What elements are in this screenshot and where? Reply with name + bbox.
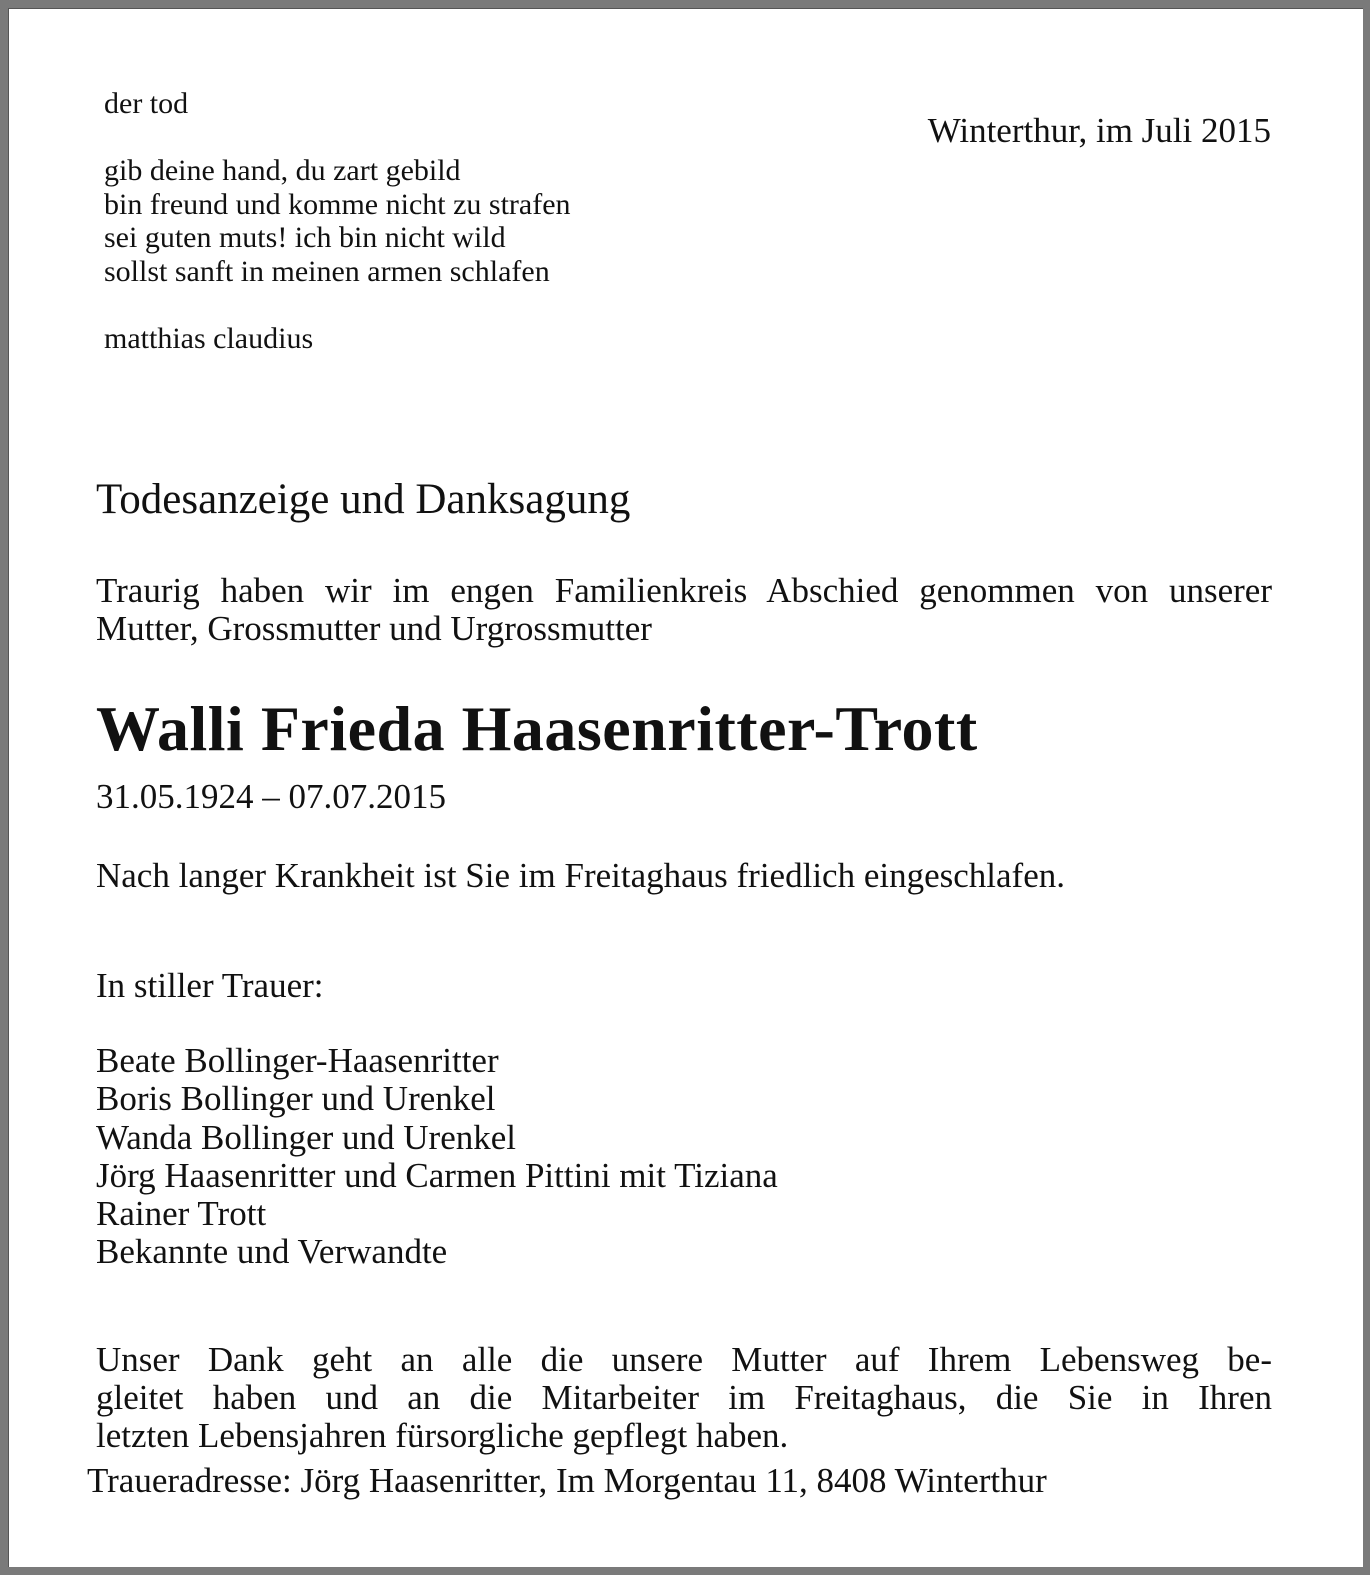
thanks-line: gleitet haben und an die Mitarbeiter im Freitaghaus, die Sie in Ihren bbox=[96, 1378, 1272, 1417]
thanks-line: letzten Lebensjahren fürsorgliche gepflegt haben. bbox=[96, 1416, 789, 1455]
poem-spacer bbox=[104, 121, 571, 155]
poem-line: sollst sanft in meinen armen schlafen bbox=[104, 254, 550, 288]
passing-note: Nach langer Krankheit ist Sie im Freitaghaus friedlich eingeschlafen. bbox=[96, 856, 1065, 895]
mourner: Boris Bollinger und Urenkel bbox=[96, 1079, 496, 1119]
poem-spacer bbox=[104, 288, 571, 322]
thanks-line: Unser Dank geht an alle die unsere Mutter auf Ihrem Lebensweg be- bbox=[96, 1340, 1272, 1379]
deceased-name: Walli Frieda Haasenritter-Trott bbox=[96, 693, 978, 764]
poem-title: der tod bbox=[104, 87, 189, 120]
announcement-heading: Todesanzeige und Danksagung bbox=[96, 476, 631, 523]
poem-author: matthias claudius bbox=[104, 321, 314, 355]
poem bbox=[104, 87, 571, 355]
poem-line: gib deine hand, du zart gebild bbox=[104, 154, 461, 187]
poem-line: bin freund und komme nicht zu strafen bbox=[104, 187, 571, 221]
mourning-label: In stiller Trauer: bbox=[96, 966, 324, 1005]
place-date: Winterthur, im Juli 2015 bbox=[927, 111, 1271, 150]
mourners-list bbox=[96, 1042, 778, 1272]
poem-line: sei guten muts! ich bin nicht wild bbox=[104, 221, 506, 254]
mourner: Jörg Haasenritter und Carmen Pittini mit Tiziana bbox=[96, 1155, 778, 1195]
life-dates: 31.05.1924 – 07.07.2015 bbox=[96, 777, 446, 816]
thanks-paragraph bbox=[96, 1341, 1272, 1455]
mourner: Bekannte und Verwandte bbox=[96, 1232, 448, 1272]
mourning-address: Traueradresse: Jörg Haasenritter, Im Morgentau 11, 8408 Winterthur bbox=[87, 1461, 1047, 1500]
obituary-page bbox=[8, 8, 1363, 1567]
mourner: Wanda Bollinger und Urenkel bbox=[96, 1117, 516, 1157]
mourner: Beate Bollinger-Haasenritter bbox=[96, 1041, 499, 1080]
mourner: Rainer Trott bbox=[96, 1194, 267, 1234]
intro-text: Traurig haben wir im engen Familienkreis Abschied genommen von unserer Mutter, Grossmutter und Urgrossmutter bbox=[96, 571, 1272, 648]
